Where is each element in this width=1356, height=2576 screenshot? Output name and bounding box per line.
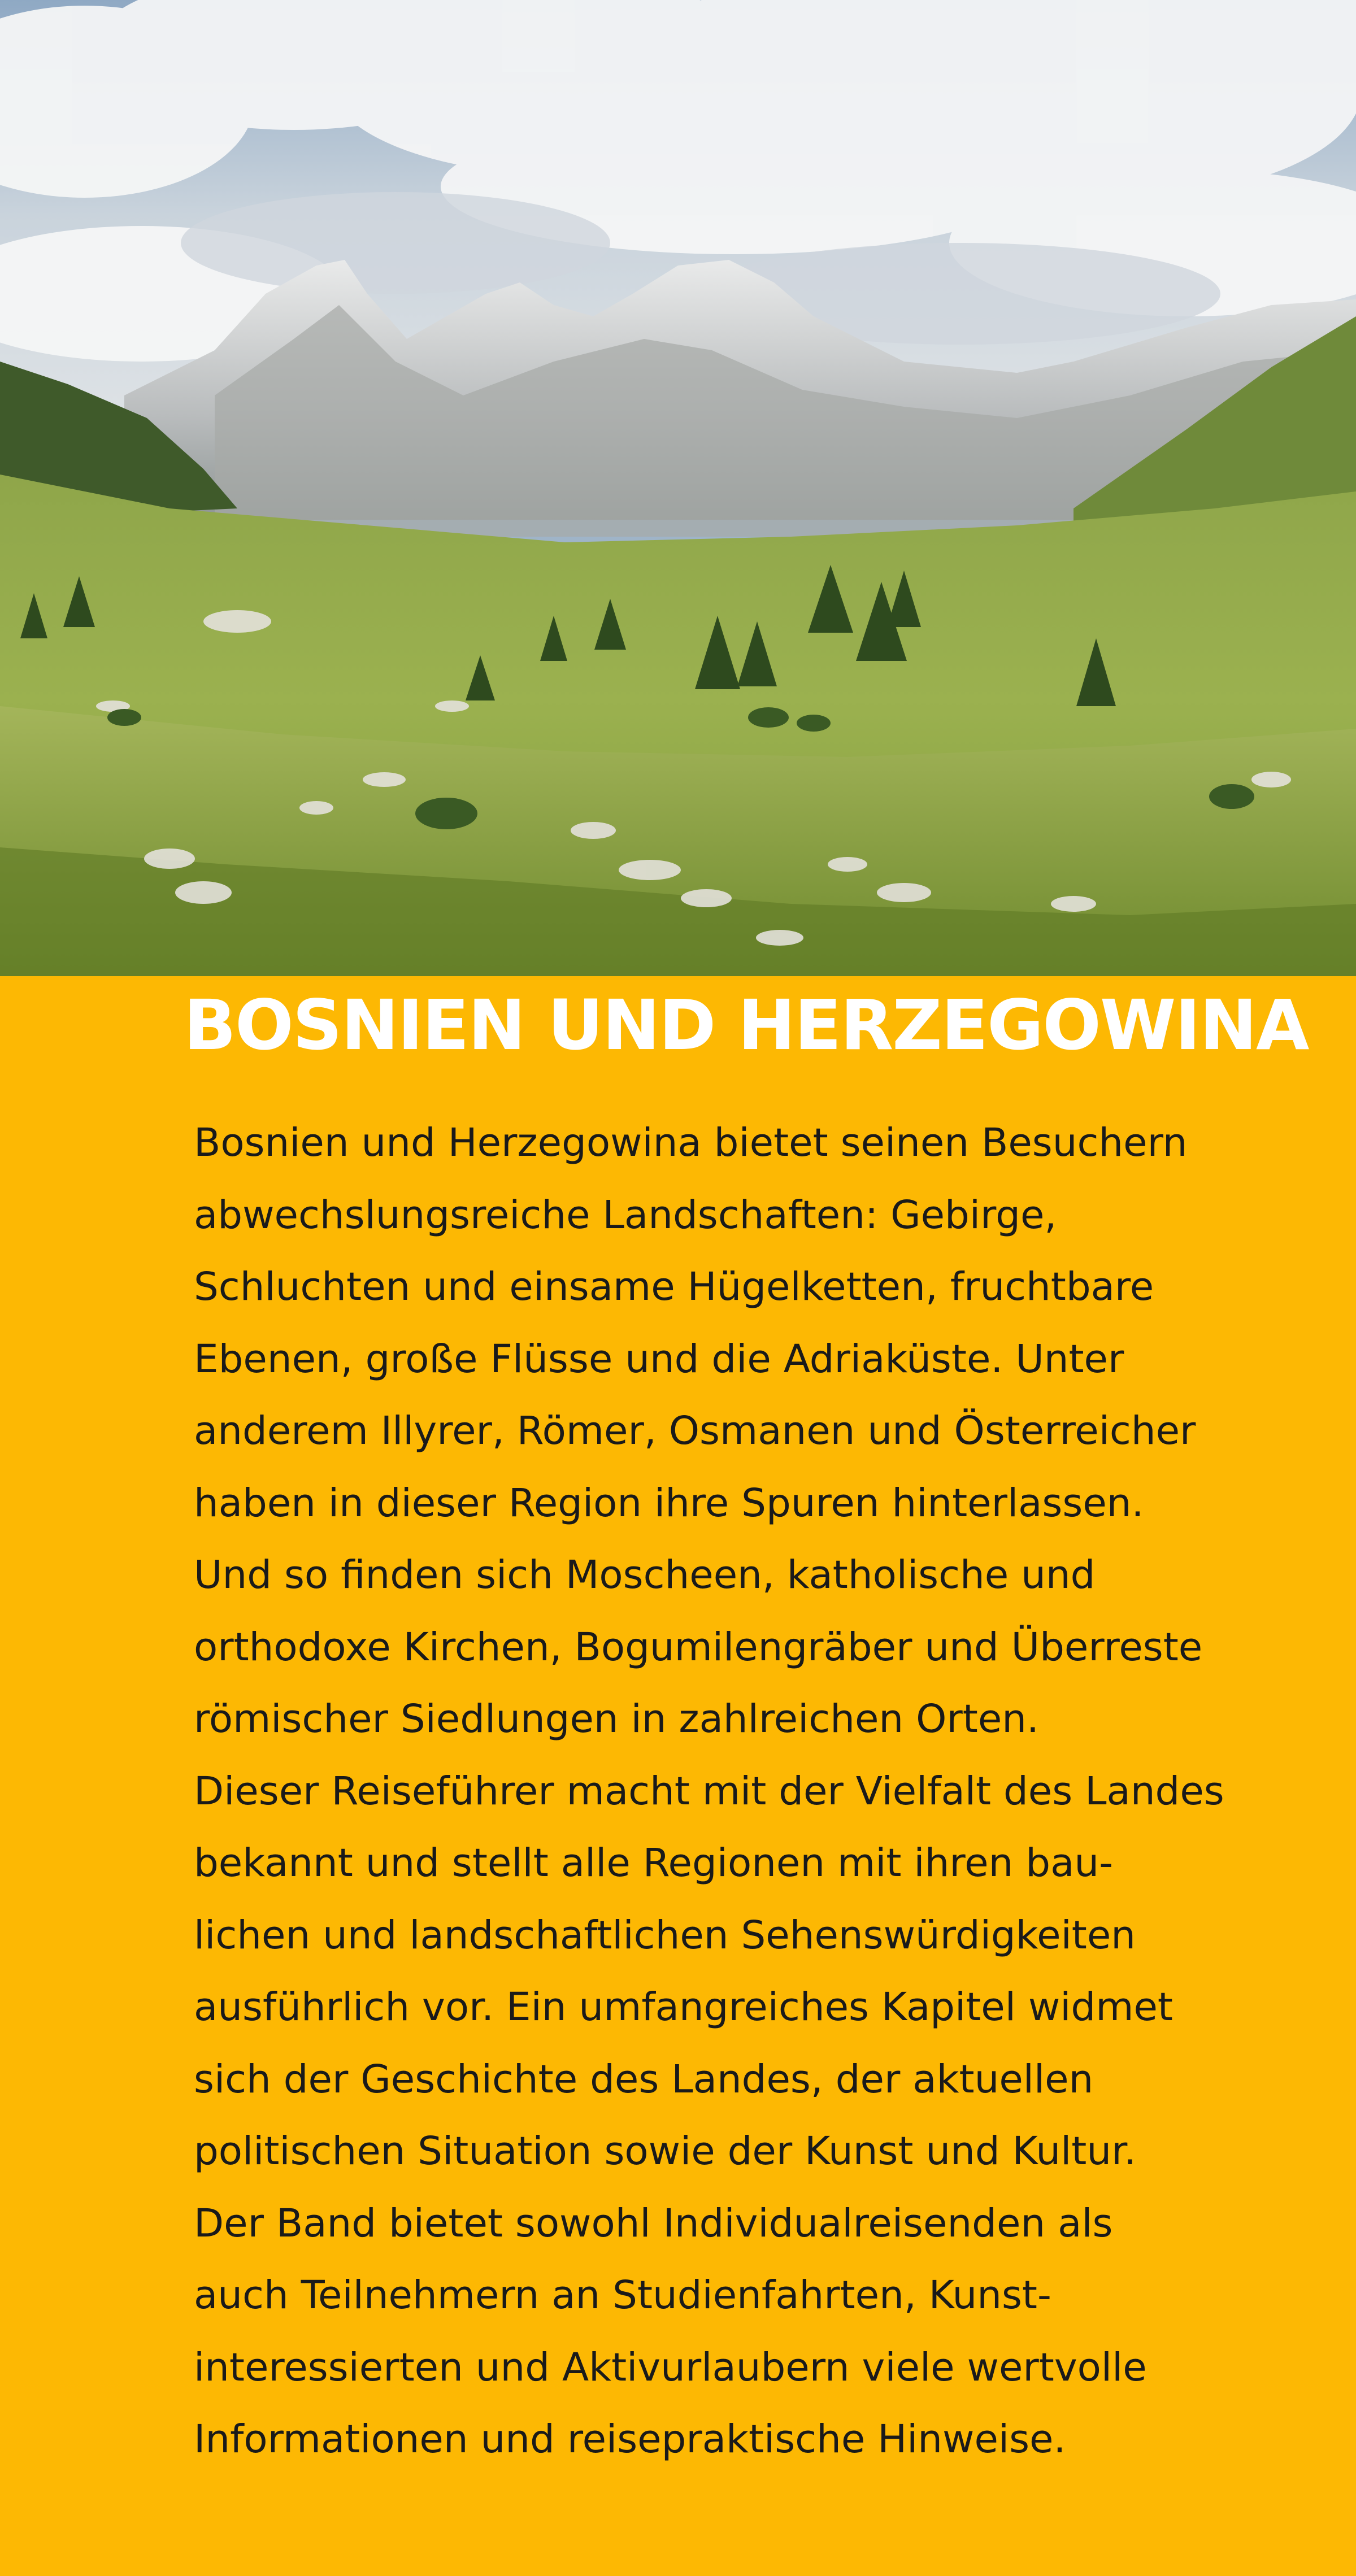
landscape-illustration — [0, 0, 1356, 976]
description-line: orthodoxe Kirchen, Bogumilengräber und Überreste — [194, 1624, 1203, 1670]
description-line: abwechslungsreiche Landschaften: Gebirge, — [194, 1192, 1057, 1238]
description-line: Der Band bietet sowohl Individualreisenden als — [194, 2200, 1113, 2246]
mountain-landscape-photo — [0, 0, 1356, 976]
description-line: Ebenen, große Flüsse und die Adriaküste. Unter — [194, 1336, 1124, 1382]
description-line: haben in dieser Region ihre Spuren hinterlassen. — [194, 1480, 1144, 1526]
description-line: römischer Siedlungen in zahlreichen Orten. — [194, 1696, 1039, 1742]
description-line: Dieser Reiseführer macht mit der Vielfalt des Landes — [194, 1768, 1224, 1814]
description-line: Schluchten und einsame Hügelketten, fruchtbare — [194, 1264, 1154, 1309]
description-line: sich der Geschichte des Landes, der aktuellen — [194, 2056, 1094, 2102]
description-line: politischen Situation sowie der Kunst und Kultur. — [194, 2129, 1137, 2174]
description-line: Informationen und reisepraktische Hinweise. — [194, 2417, 1066, 2462]
description-line: Und so finden sich Moscheen, katholische und — [194, 1552, 1096, 1598]
description-line: auch Teilnehmern an Studienfahrten, Kunst- — [194, 2273, 1051, 2318]
description-line: interessierten und Aktivurlaubern viele wertvolle — [194, 2344, 1147, 2390]
description-line: bekannt und stellt alle Regionen mit ihren bau- — [194, 1840, 1113, 1886]
description-line: ausführlich vor. Ein umfangreiches Kapitel widmet — [194, 1985, 1173, 2030]
description-line: lichen und landschaftlichen Sehenswürdigkeiten — [194, 1912, 1136, 1958]
description-text — [194, 1107, 1318, 2476]
description-line: Bosnien und Herzegowina bietet seinen Besuchern — [194, 1120, 1188, 1165]
description-line: anderem Illyrer, Römer, Osmanen und Österreicher — [194, 1408, 1196, 1454]
book-title: BOSNIEN UND HERZEGOWINA — [184, 985, 1309, 1065]
